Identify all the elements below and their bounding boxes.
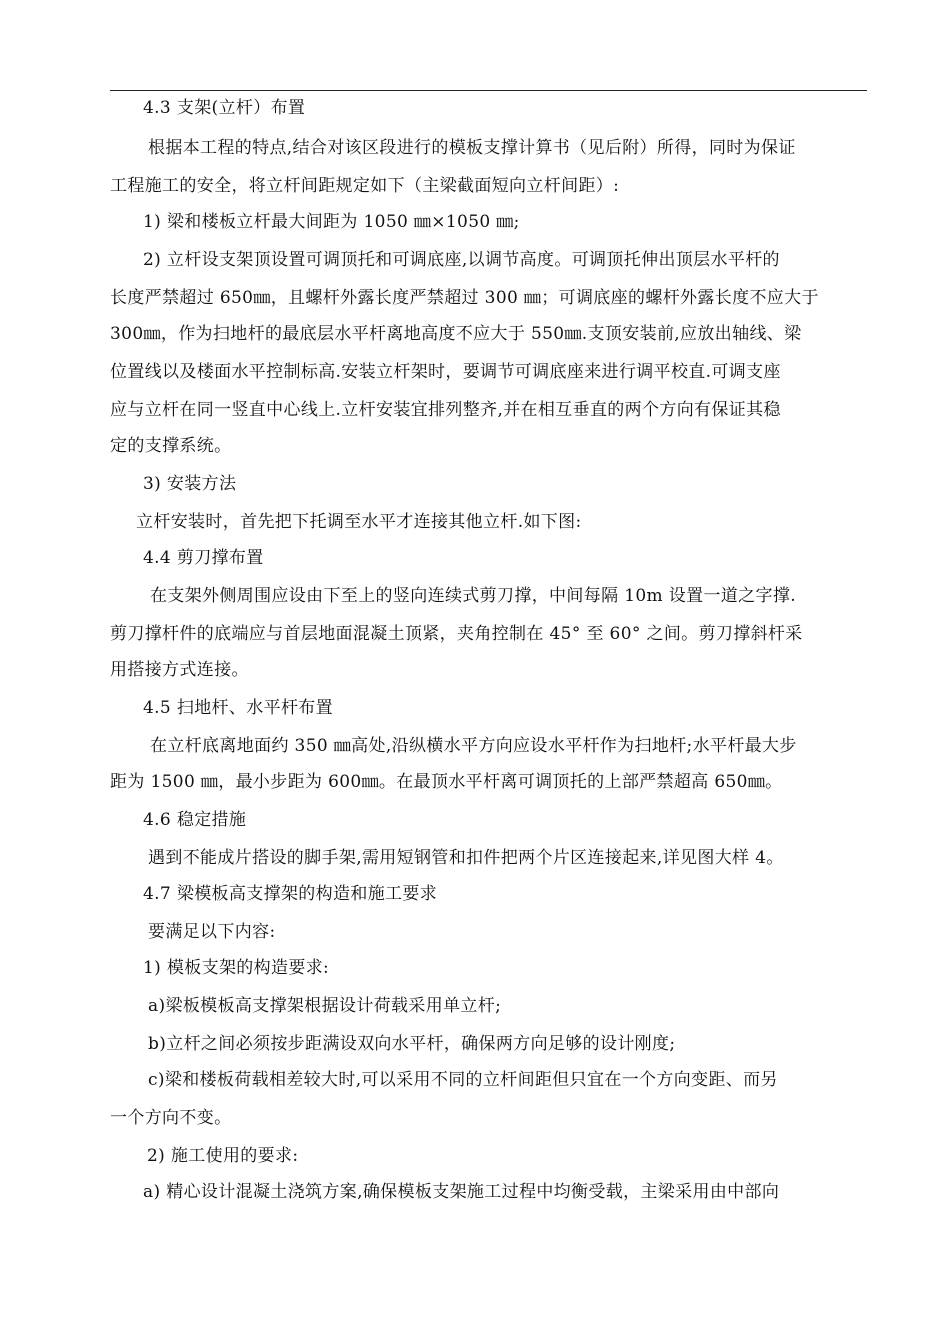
list-item: 3) 安装方法 [143,474,237,494]
paragraph-line: 剪刀撑杆件的底端应与首层地面混凝土顶紧，夹角控制在 45° 至 60° 之间。剪刀撑斜杆采 [110,624,803,644]
paragraph-line: 用搭接方式连接。 [110,660,249,680]
list-item: 1) 梁和楼板立杆最大间距为 1050 ㎜×1050 ㎜; [143,212,520,232]
paragraph-line: 应与立杆在同一竖直中心线上.立杆安装宜排列整齐,并在相互垂直的两个方向有保证其稳 [110,400,781,420]
paragraph-line: 一个方向不变。 [110,1108,232,1128]
paragraph-line: 在立杆底离地面约 350 ㎜高处,沿纵横水平方向应设水平杆作为扫地杆;水平杆最大步 [150,736,797,756]
section-heading-4-7: 4.7 梁模板高支撑架的构造和施工要求 [143,884,438,904]
list-item: 1) 模板支架的构造要求: [143,958,330,978]
list-item: b)立杆之间必须按步距满设双向水平杆，确保两方向足够的设计刚度; [148,1034,676,1054]
section-heading-4-6: 4.6 稳定措施 [143,810,247,830]
paragraph-line: 遇到不能成片搭设的脚手架,需用短钢管和扣件把两个片区连接起来,详见图大样 4。 [148,848,784,868]
paragraph-line: 距为 1500 ㎜，最小步距为 600㎜。在最顶水平杆离可调顶托的上部严禁超高 650㎜。 [110,772,783,792]
paragraph-line: 长度严禁超过 650㎜，且螺杆外露长度严禁超过 300 ㎜；可调底座的螺杆外露长度不应大于 [110,288,819,308]
section-heading-4-4: 4.4 剪刀撑布置 [143,548,264,568]
header-rule [110,90,867,91]
paragraph-line: 定的支撑系统。 [110,436,232,456]
section-heading-4-3: 4.3 支架(立杆）布置 [143,98,306,118]
list-item: a) 精心设计混凝土浇筑方案,确保模板支架施工过程中均衡受载，主梁采用由中部向 [143,1182,780,1202]
paragraph-line: 立杆安装时，首先把下托调至水平才连接其他立杆.如下图: [136,512,582,532]
paragraph-line: 根据本工程的特点,结合对该区段进行的模板支撑计算书（见后附）所得，同时为保证 [148,138,796,158]
paragraph-line: 在支架外侧周围应设由下至上的竖向连续式剪刀撑，中间每隔 10m 设置一道之字撑. [150,586,796,606]
paragraph-line: 位置线以及楼面水平控制标高.安装立杆架时，要调节可调底座来进行调平校直.可调支座 [110,362,781,382]
list-item: 2) 施工使用的要求: [147,1146,299,1166]
list-item: c)梁和楼板荷载相差较大时,可以采用不同的立杆间距但只宜在一个方向变距、而另 [148,1070,778,1090]
paragraph-line: 工程施工的安全，将立杆间距规定如下（主梁截面短向立杆间距）: [110,176,620,196]
section-heading-4-5: 4.5 扫地杆、水平杆布置 [143,698,333,718]
paragraph-line: 300㎜，作为扫地杆的最底层水平杆离地高度不应大于 550㎜.支顶安装前,应放出轴线、梁 [110,324,802,344]
list-item: a)梁板模板高支撑架根据设计荷载采用单立杆; [148,996,502,1016]
paragraph-line: 要满足以下内容: [148,922,276,942]
list-item: 2) 立杆设支架顶设置可调顶托和可调底座,以调节高度。可调顶托伸出顶层水平杆的 [143,250,780,270]
